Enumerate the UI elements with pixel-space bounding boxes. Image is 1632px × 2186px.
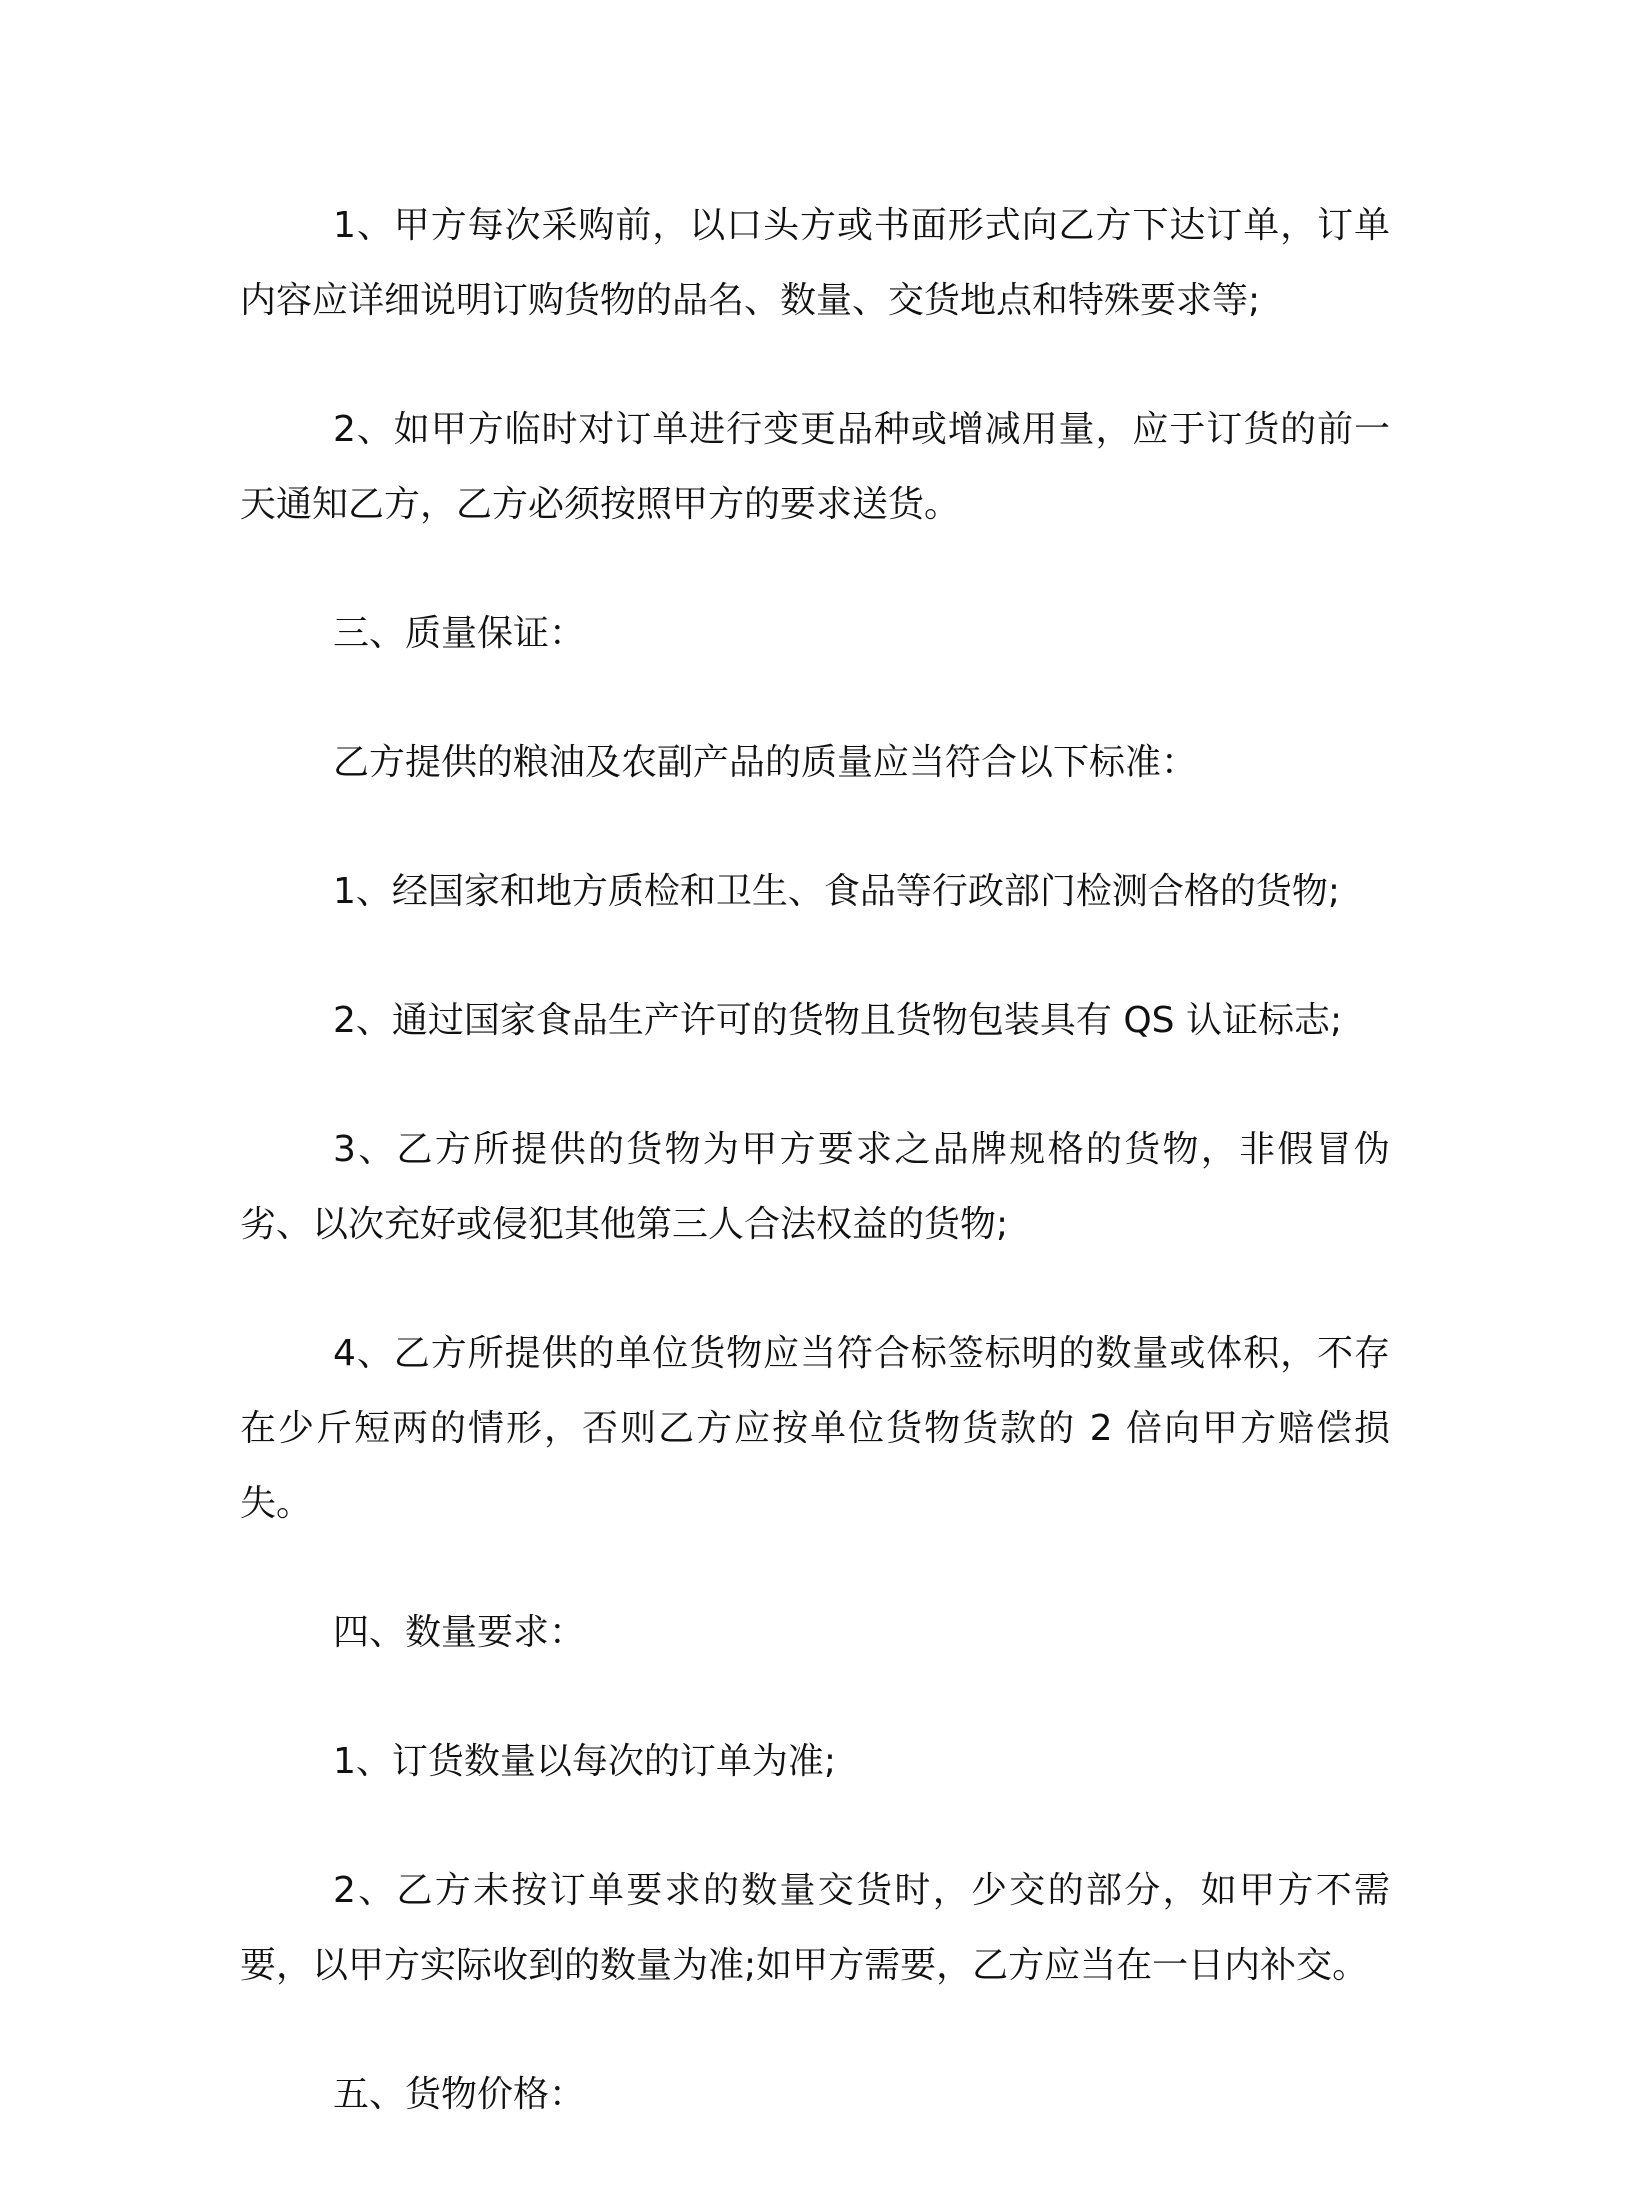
section-heading-quality: 三、质量保证： <box>333 613 586 654</box>
paragraph-quality-brand: 3、乙方所提供的货物为甲方要求之品牌规格的货物，非假冒伪劣、以次充好或侵犯其他第三人合法权益的货物; <box>240 1129 1390 1245</box>
section-heading-quantity: 四、数量要求： <box>333 1612 586 1653</box>
paragraph-quality-inspection: 1、经国家和地方质检和卫生、食品等行政部门检测合格的货物; <box>333 871 1341 912</box>
paragraph-quality-qs: 2、通过国家食品生产许可的货物且货物包装具有 QS 认证标志; <box>333 1000 1343 1041</box>
document-body <box>240 188 1390 2186</box>
paragraph-quantity-order: 1、订货数量以每次的订单为准; <box>333 1741 837 1782</box>
paragraph-quality-intro: 乙方提供的粮油及农副产品的质量应当符合以下标准： <box>333 742 1198 783</box>
section-heading-price: 五、货物价格： <box>333 2074 586 2115</box>
paragraph-order-method: 1、甲方每次采购前，以口头方或书面形式向乙方下达订单，订单内容应详细说明订购货物的品名、数量、交货地点和特殊要求等; <box>240 205 1390 321</box>
paragraph-quality-weight: 4、乙方所提供的单位货物应当符合标签标明的数量或体积，不存在少斤短两的情形，否则乙方应按单位货物货款的 2 倍向甲方赔偿损失。 <box>240 1333 1390 1524</box>
paragraph-order-change: 2、如甲方临时对订单进行变更品种或增减用量，应于订货的前一天通知乙方，乙方必须按照甲方的要求送货。 <box>240 409 1390 525</box>
paragraph-quantity-shortage: 2、乙方未按订单要求的数量交货时，少交的部分，如甲方不需要，以甲方实际收到的数量为准;如甲方需要，乙方应当在一日内补交。 <box>240 1870 1390 1986</box>
